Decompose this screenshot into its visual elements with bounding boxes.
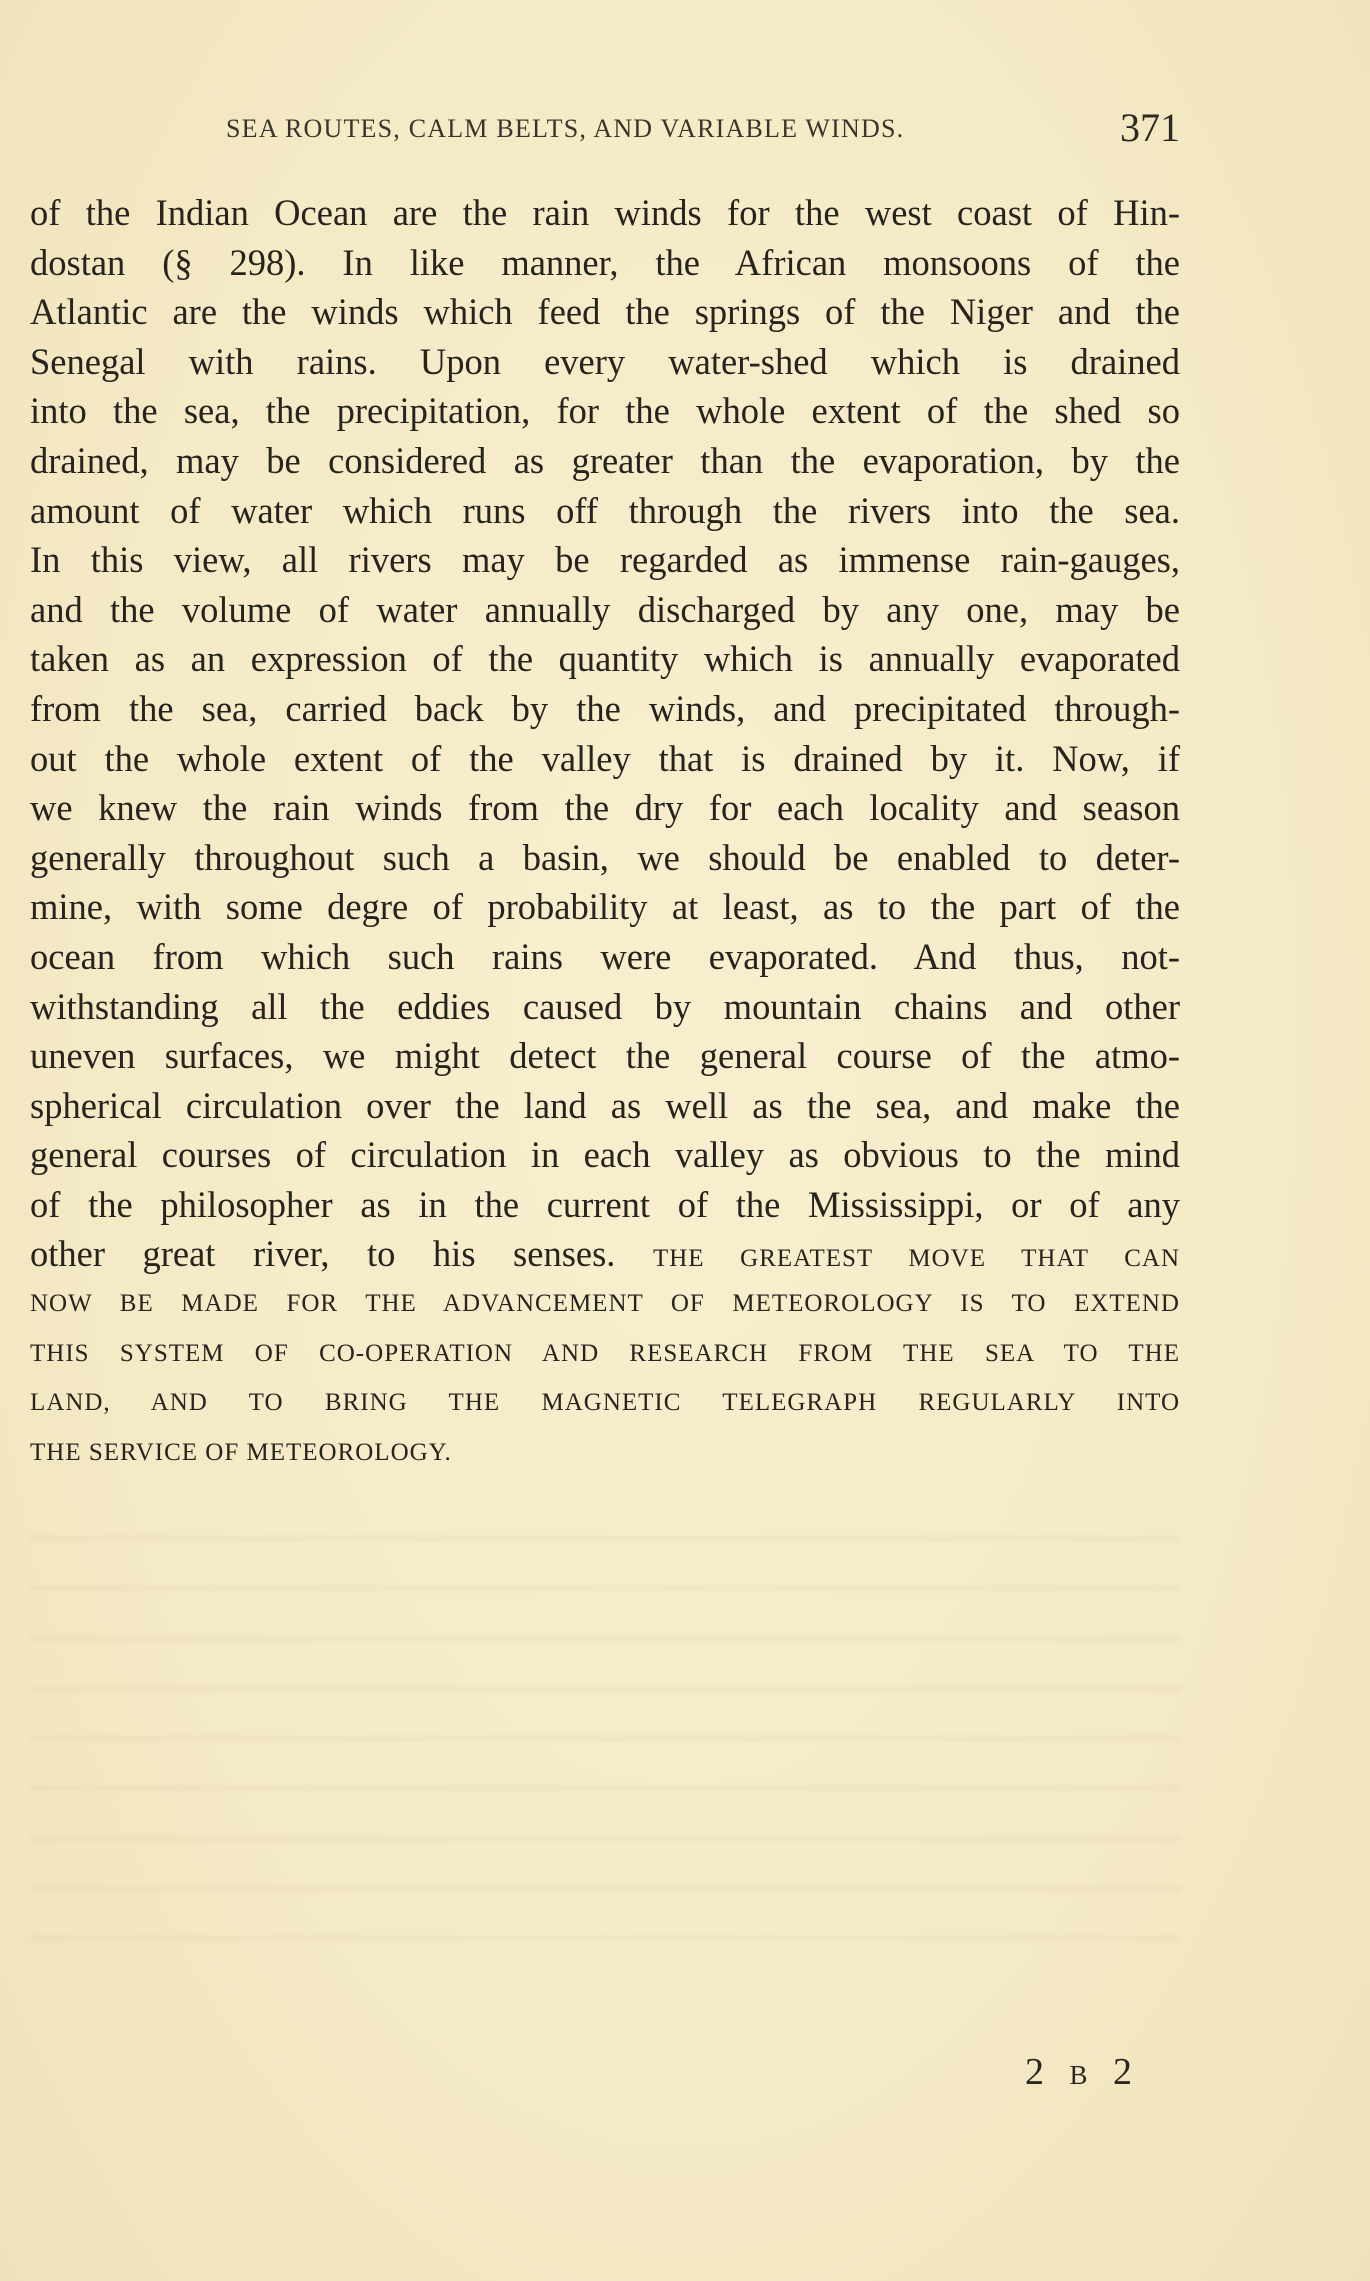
text-line: amount of water which runs off through the rivers into the sea. <box>30 489 1180 531</box>
text-line: generally throughout such a basin, we should be enabled to deter- <box>30 836 1180 878</box>
signature-letter: B <box>1069 2060 1096 2090</box>
text-line: spherical circulation over the land as well as the sea, and make the <box>30 1084 1180 1126</box>
text-line: mine, with some degre of probability at least, as to the part of the <box>30 886 1180 928</box>
text-line: withstanding all the eddies caused by mountain chains and other <box>30 985 1180 1027</box>
running-head <box>30 104 1180 154</box>
text-line: ocean from which such rains were evaporated. And thus, not- <box>30 935 1180 977</box>
running-title: SEA ROUTES, CALM BELTS, AND VARIABLE WINDS. <box>226 114 905 143</box>
text-line: out the whole extent of the valley that is drained by it. Now, if <box>30 737 1180 779</box>
text-line: general courses of circulation in each valley as obvious to the mind <box>30 1134 1180 1176</box>
text-line: into the sea, the precipitation, for the whole extent of the shed so <box>30 390 1180 432</box>
text-line-lead: other great river, to his senses. <box>30 1233 653 1275</box>
text-line-mixed <box>30 1229 1180 1279</box>
text-line: drained, may be considered as greater than the evaporation, by the <box>30 439 1180 481</box>
small-caps-line: LAND, AND TO BRING THE MAGNETIC TELEGRAPH REGULARLY INTO <box>30 1389 1180 1417</box>
text-line: we knew the rain winds from the dry for each locality and season <box>30 787 1180 829</box>
text-line: taken as an expression of the quantity which is annually evaporated <box>30 638 1180 680</box>
small-caps-line: THIS SYSTEM OF CO-OPERATION AND RESEARCH FROM THE SEA TO THE <box>30 1339 1180 1367</box>
text-line: of the philosopher as in the current of the Mississippi, or of any <box>30 1183 1180 1225</box>
text-line: Senegal with rains. Upon every water-shed which is drained <box>30 340 1180 382</box>
text-line: from the sea, carried back by the winds, and precipitated through- <box>30 687 1180 729</box>
small-caps-line: NOW BE MADE FOR THE ADVANCEMENT OF METEOROLOGY IS TO EXTEND <box>30 1290 1180 1318</box>
body-text <box>30 188 1180 1477</box>
text-line: dostan (§ 298). In like manner, the African monsoons of the <box>30 241 1180 283</box>
text-line: uneven surfaces, we might detect the general course of the atmo- <box>30 1035 1180 1077</box>
signature-left: 2 <box>1024 2051 1052 2093</box>
text-line: Atlantic are the winds which feed the springs of the Niger and the <box>30 291 1180 333</box>
text-line: In this view, all rivers may be regarded as immense rain-gauges, <box>30 539 1180 581</box>
text-line: and the volume of water annually discharged by any one, may be <box>30 588 1180 630</box>
page-number: 371 <box>1120 105 1180 150</box>
text-line: of the Indian Ocean are the rain winds for the west coast of Hin- <box>30 192 1180 233</box>
signature-right: 2 <box>1113 2051 1140 2093</box>
small-caps-emphasis: THE GREATEST MOVE THAT CAN <box>652 1245 1181 1273</box>
small-caps-line-last: THE SERVICE OF METEOROLOGY. <box>30 1438 452 1466</box>
show-through-texture <box>30 1500 1180 1940</box>
signature-mark <box>920 2050 1140 2094</box>
